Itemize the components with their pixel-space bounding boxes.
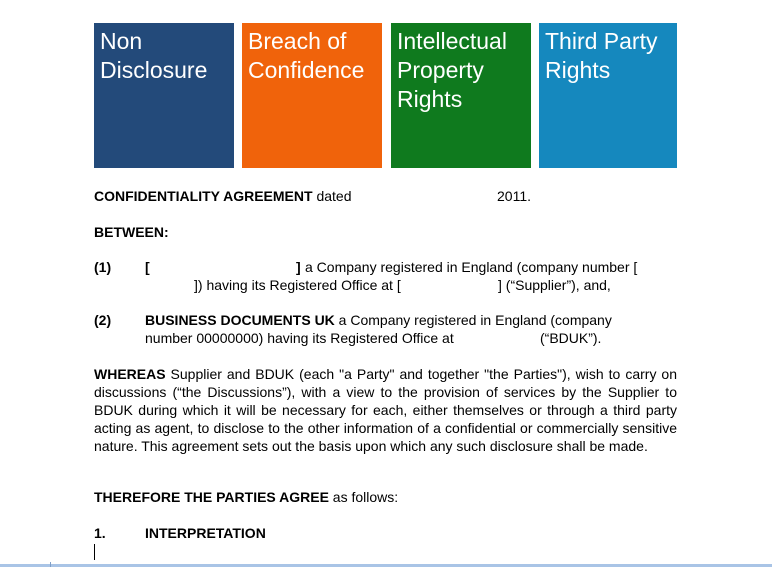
party-1-number: (1) <box>94 259 112 275</box>
text-cursor <box>94 544 95 560</box>
between-heading: BETWEEN: <box>94 224 169 240</box>
window-bottom-edge-mark <box>50 562 51 567</box>
agreement-title <box>94 187 677 205</box>
tile-non-disclosure <box>94 23 234 168</box>
whereas-text: Supplier and BDUK (each "a Party" and together "the Parties"), wish to carry on discussions (“the Discussions”), with a view to the provision of services by the Supplier to BDUK during which it will be necessary for each, either themselves or through a third party acting as agent, to disclose to the other information of a confidential or commercially sensitive nature. This agreement sets out the basis upon which any such disclosure shall be made. <box>94 366 677 454</box>
party-1-close-bracket: ] <box>296 259 301 275</box>
tile-label: Breach of Confidence <box>248 28 365 83</box>
section-1-title: INTERPRETATION <box>145 525 266 541</box>
tile-breach-of-confidence <box>242 23 382 168</box>
therefore-line <box>94 488 677 506</box>
party-2 <box>94 311 677 347</box>
agreement-title-bold: CONFIDENTIALITY AGREEMENT <box>94 188 313 204</box>
tile-label: Non Disclosure <box>100 28 208 83</box>
section-1-heading <box>94 524 677 542</box>
whereas-paragraph <box>94 365 677 455</box>
party-1-line-2-end: ] (“Supplier”), and, <box>498 277 611 293</box>
therefore-rest: as follows: <box>328 489 399 505</box>
section-1-number: 1. <box>94 525 106 541</box>
party-2-name: BUSINESS DOCUMENTS UK <box>145 312 335 328</box>
party-1-open-bracket: [ <box>145 259 150 275</box>
whereas-bold: WHEREAS <box>94 366 166 382</box>
tile-label: Intellectual Property Rights <box>397 28 507 112</box>
tile-label: Third Party Rights <box>545 28 658 83</box>
tile-third-party-rights <box>539 23 677 168</box>
party-2-line-1: a Company registered in England (company <box>334 312 612 328</box>
party-2-number: (2) <box>94 312 112 328</box>
party-2-line-2: number 00000000) having its Registered Office at <box>145 330 454 346</box>
therefore-bold: THEREFORE THE PARTIES AGREE <box>94 489 329 505</box>
party-1-line-2: ]) having its Registered Office at [ <box>194 277 401 293</box>
party-1 <box>94 258 677 294</box>
tile-intellectual-property-rights <box>391 23 531 168</box>
agreement-title-dated: dated <box>312 188 352 204</box>
party-2-line-2-end: (“BDUK”). <box>540 330 602 346</box>
agreement-year: 2011. <box>497 188 531 204</box>
party-1-line-1: a Company registered in England (company number [ <box>305 259 638 275</box>
